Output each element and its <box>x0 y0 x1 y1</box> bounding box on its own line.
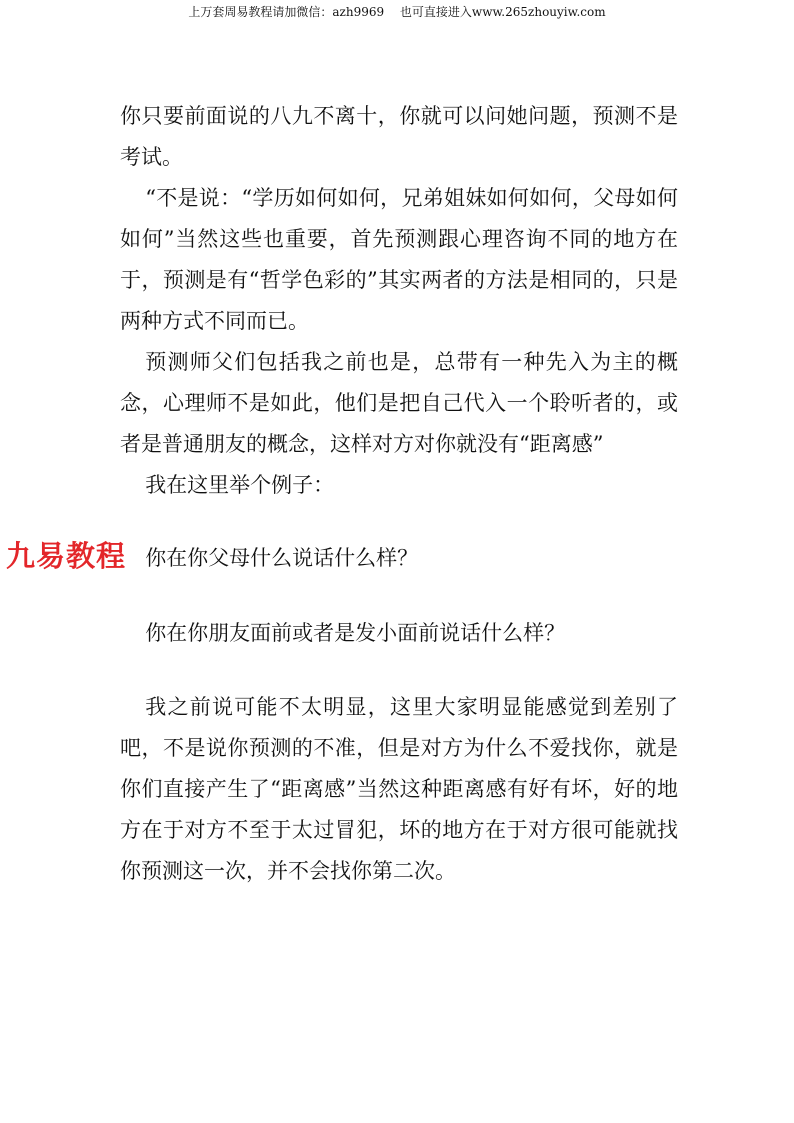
paragraph-2: “不是说：“学历如何如何，兄弟姐妹如何如何，父母如何如何”当然这些也重要，首先预测跟心理咨询不同的地方在于，预测是有“哲学色彩的”其实两者的方法是相同的，只是两种方式不同而已。 <box>120 186 678 333</box>
page-header: 上万套周易教程请加微信：azh9969 也可直接进入www.265zhouyiw.com <box>188 5 606 19</box>
document-body <box>120 96 678 892</box>
question-1: 你在你父母什么说话什么样？ <box>145 546 419 570</box>
paragraph-4: 我在这里举个例子： <box>145 473 335 497</box>
paragraph-1: 你只要前面说的八九不离十，你就可以问她问题，预测不是考试。 <box>120 104 678 169</box>
paragraph-3: 预测师父们包括我之前也是，总带有一种先入为主的概念，心理师不是如此，他们是把自己代入一个聆听者的，或者是普通朋友的概念，这样对方对你就没有“距离感” <box>120 350 678 456</box>
watermark-logo: 九易教程 <box>6 539 127 573</box>
question-2: 你在你朋友面前或者是发小面前说话什么样？ <box>145 621 566 645</box>
paragraph-5: 我之前说可能不太明显，这里大家明显能感觉到差别了吧，不是说你预测的不准，但是对方为什么不爱找你，就是你们直接产生了“距离感”当然这种距离感有好有坏，好的地方在于对方不至于太过冒犯，坏的地方在于对方很可能就找你预测这一次，并不会找你第二次。 <box>120 695 678 883</box>
